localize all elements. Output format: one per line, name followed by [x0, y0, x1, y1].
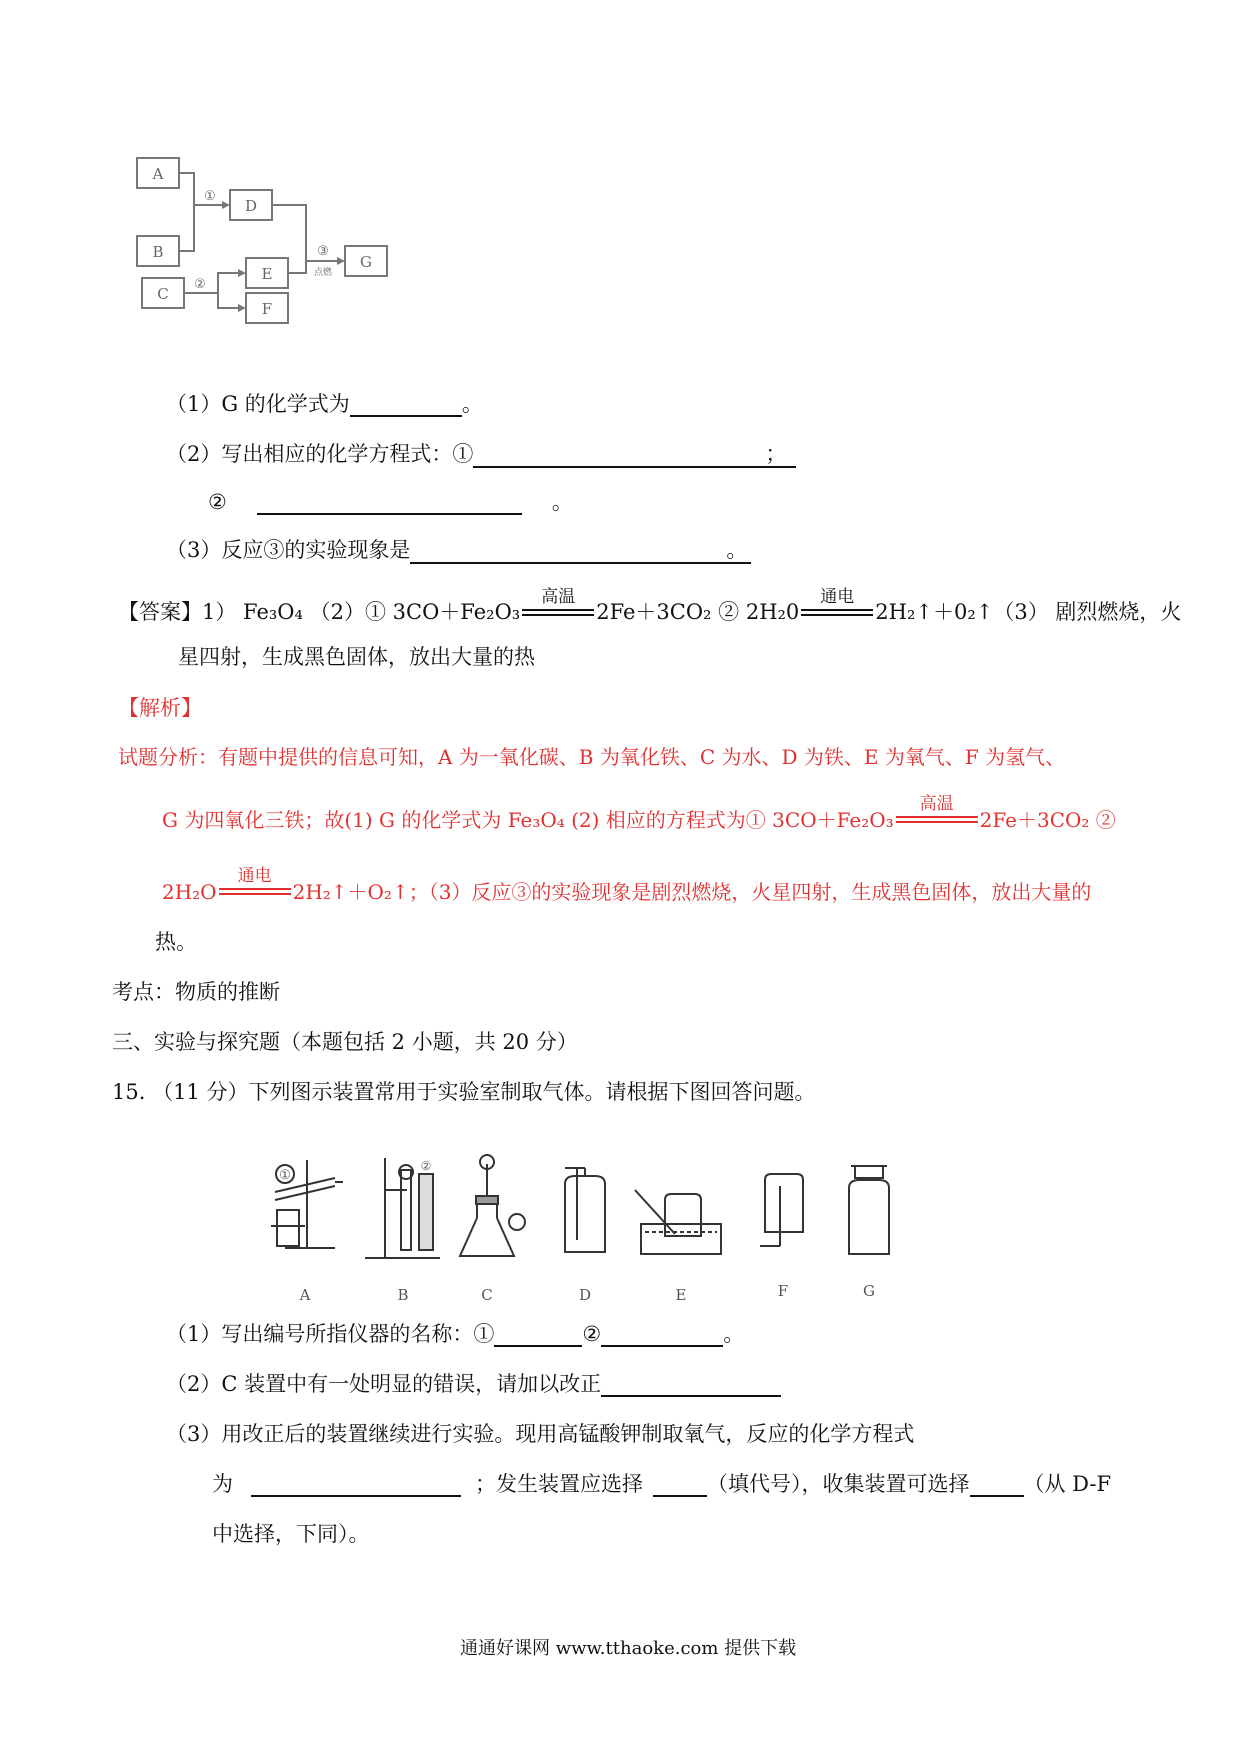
answer-cond1: 高温: [541, 587, 576, 608]
q15-part3-blank1[interactable]: [251, 1473, 461, 1497]
q15-part3b-c: （填代号），收集装置可选择: [707, 1472, 970, 1496]
arrow-3-label: ③: [317, 244, 329, 259]
apparatus-label-c: C: [481, 1286, 493, 1304]
apparatus-label-d: D: [578, 1286, 592, 1304]
analysis-l2b: 2Fe＋3CO₂ ②: [979, 808, 1116, 832]
apparatus-mark-2: ②: [420, 1159, 432, 1173]
q15-part1-text: （1）写出编号所指仪器的名称：①: [166, 1322, 495, 1346]
q15-part3-blank2[interactable]: [653, 1473, 707, 1497]
q15-part1: [166, 1322, 744, 1347]
label-e: E: [261, 265, 273, 283]
q15-part1-num2: ②: [582, 1322, 602, 1346]
analysis-cond-b: 通电: [237, 866, 272, 886]
q14-part1-blank[interactable]: [350, 393, 462, 417]
q14-part1-end: 。: [461, 392, 483, 416]
analysis-line4: 热。: [155, 930, 197, 954]
analysis-l3b: 2H₂↑＋O₂↑；（3）反应③的实验现象是剧烈燃烧，火星四射，生成黑色固体，放出大量的: [292, 880, 1092, 904]
section3-heading: 三、实验与探究题（本题包括 2 小题，共 20 分）: [112, 1030, 578, 1054]
label-c: C: [157, 285, 169, 303]
apparatus-c: [460, 1155, 525, 1256]
q15-title: 15. （11 分）下列图示装置常用于实验室制取气体。请根据下图回答问题。: [112, 1080, 816, 1104]
answer-eq-electric: [801, 587, 873, 625]
analysis-label: 【解析】: [118, 696, 202, 720]
q14-part3-blank[interactable]: [410, 540, 722, 564]
q14-part3-end: 。: [722, 538, 751, 564]
analysis-cond-a: 高温: [919, 794, 954, 814]
apparatus-f: [760, 1174, 803, 1246]
kaodian: 考点：物质的推断: [112, 980, 280, 1004]
q14-part3-text: （3）反应③的实验现象是: [166, 538, 411, 562]
arrow-3-condition: 点燃: [313, 268, 333, 278]
label-f: F: [261, 300, 273, 318]
apparatus-label-e: E: [675, 1286, 687, 1304]
q14-part3: [166, 538, 751, 564]
arrow-1-label: ①: [204, 189, 216, 204]
answer-cond2: 通电: [820, 587, 855, 608]
label-a: A: [152, 165, 164, 183]
apparatus-mark-1: ①: [279, 1168, 291, 1183]
answer-text2: 2Fe＋3CO₂ ② 2H₂0: [596, 600, 800, 624]
q15-part3-blank3[interactable]: [970, 1473, 1024, 1497]
q15-part2-text: （2）C 装置中有一处明显的错误，请加以改正: [166, 1372, 602, 1396]
q15-part2-blank[interactable]: [601, 1373, 781, 1397]
apparatus-e: [635, 1190, 721, 1254]
q14-part1-text: （1）G 的化学式为: [166, 392, 350, 416]
analysis-eq-high-temp: [896, 794, 978, 832]
q14-part2b-num: ②: [208, 490, 227, 514]
q15-part2: [166, 1372, 781, 1397]
label-d: D: [244, 197, 258, 215]
q15-part3b-d: （从 D-F: [1023, 1472, 1112, 1496]
answer-line1: [118, 587, 1182, 625]
answer-text3: 2H₂↑＋0₂↑（3） 剧烈燃烧，火: [875, 600, 1182, 624]
q14-part2b-end: 。: [551, 490, 573, 514]
analysis-line2: [162, 794, 1116, 832]
analysis-l3a: 2H₂O: [162, 880, 217, 904]
page-footer: 通通好课网 www.tthaoke.com 提供下载: [460, 1638, 797, 1659]
arrow-2-label: ②: [194, 277, 206, 292]
q14-part2: [166, 442, 796, 468]
q15-part3: （3）用改正后的装置继续进行实验。现用高锰酸钾制取氧气，反应的化学方程式: [166, 1422, 915, 1446]
apparatus-figure: [265, 1150, 985, 1310]
apparatus-label-a: A: [299, 1286, 311, 1304]
apparatus-b: [365, 1158, 440, 1258]
q15-part3b-a: 为: [212, 1472, 233, 1496]
label-b: B: [152, 243, 164, 261]
apparatus-g: [849, 1166, 889, 1254]
q14-part2-blank2[interactable]: [257, 491, 522, 515]
apparatus-d: [565, 1168, 605, 1252]
label-g: G: [360, 253, 372, 271]
apparatus-label-f: F: [777, 1282, 789, 1300]
q15-part3b: [212, 1472, 1111, 1497]
apparatus-label-g: G: [863, 1282, 875, 1300]
q15-part1-end: 。: [723, 1322, 745, 1346]
answer-label: 【答案】: [118, 600, 202, 624]
q15-part1-blank2[interactable]: [601, 1323, 723, 1347]
q14-part2-sep: ；: [755, 442, 796, 468]
answer-line2: 星四射，生成黑色固体，放出大量的热: [178, 645, 535, 669]
q14-part1: [166, 392, 483, 417]
q14-part2-text: （2）写出相应的化学方程式：①: [166, 442, 474, 466]
answer-eq-high-temp: [522, 587, 594, 625]
q14-part2-blank1[interactable]: [473, 444, 755, 468]
analysis-line3: [162, 866, 1092, 904]
q15-part1-blank1[interactable]: [494, 1323, 582, 1347]
analysis-eq-electric: [219, 866, 291, 904]
q15-part3c: 中选择，下同）。: [212, 1522, 370, 1546]
analysis-line1: 试题分析：有题中提供的信息可知，A 为一氧化碳、B 为氧化铁、C 为水、D 为铁、E 为氧气、F 为氢气、: [118, 745, 1066, 769]
flow-diagram: [130, 150, 460, 380]
q14-part2b: [208, 490, 573, 515]
q15-part3b-b: ；发生装置应选择: [475, 1472, 643, 1496]
analysis-l2a: G 为四氧化三铁；故(1) G 的化学式为 Fe₃O₄ (2) 相应的方程式为① 3CO＋Fe₂O₃: [162, 808, 894, 832]
apparatus-label-b: B: [397, 1286, 409, 1304]
answer-text1: 1） Fe₃O₄ （2）① 3CO＋Fe₂O₃: [202, 600, 521, 624]
